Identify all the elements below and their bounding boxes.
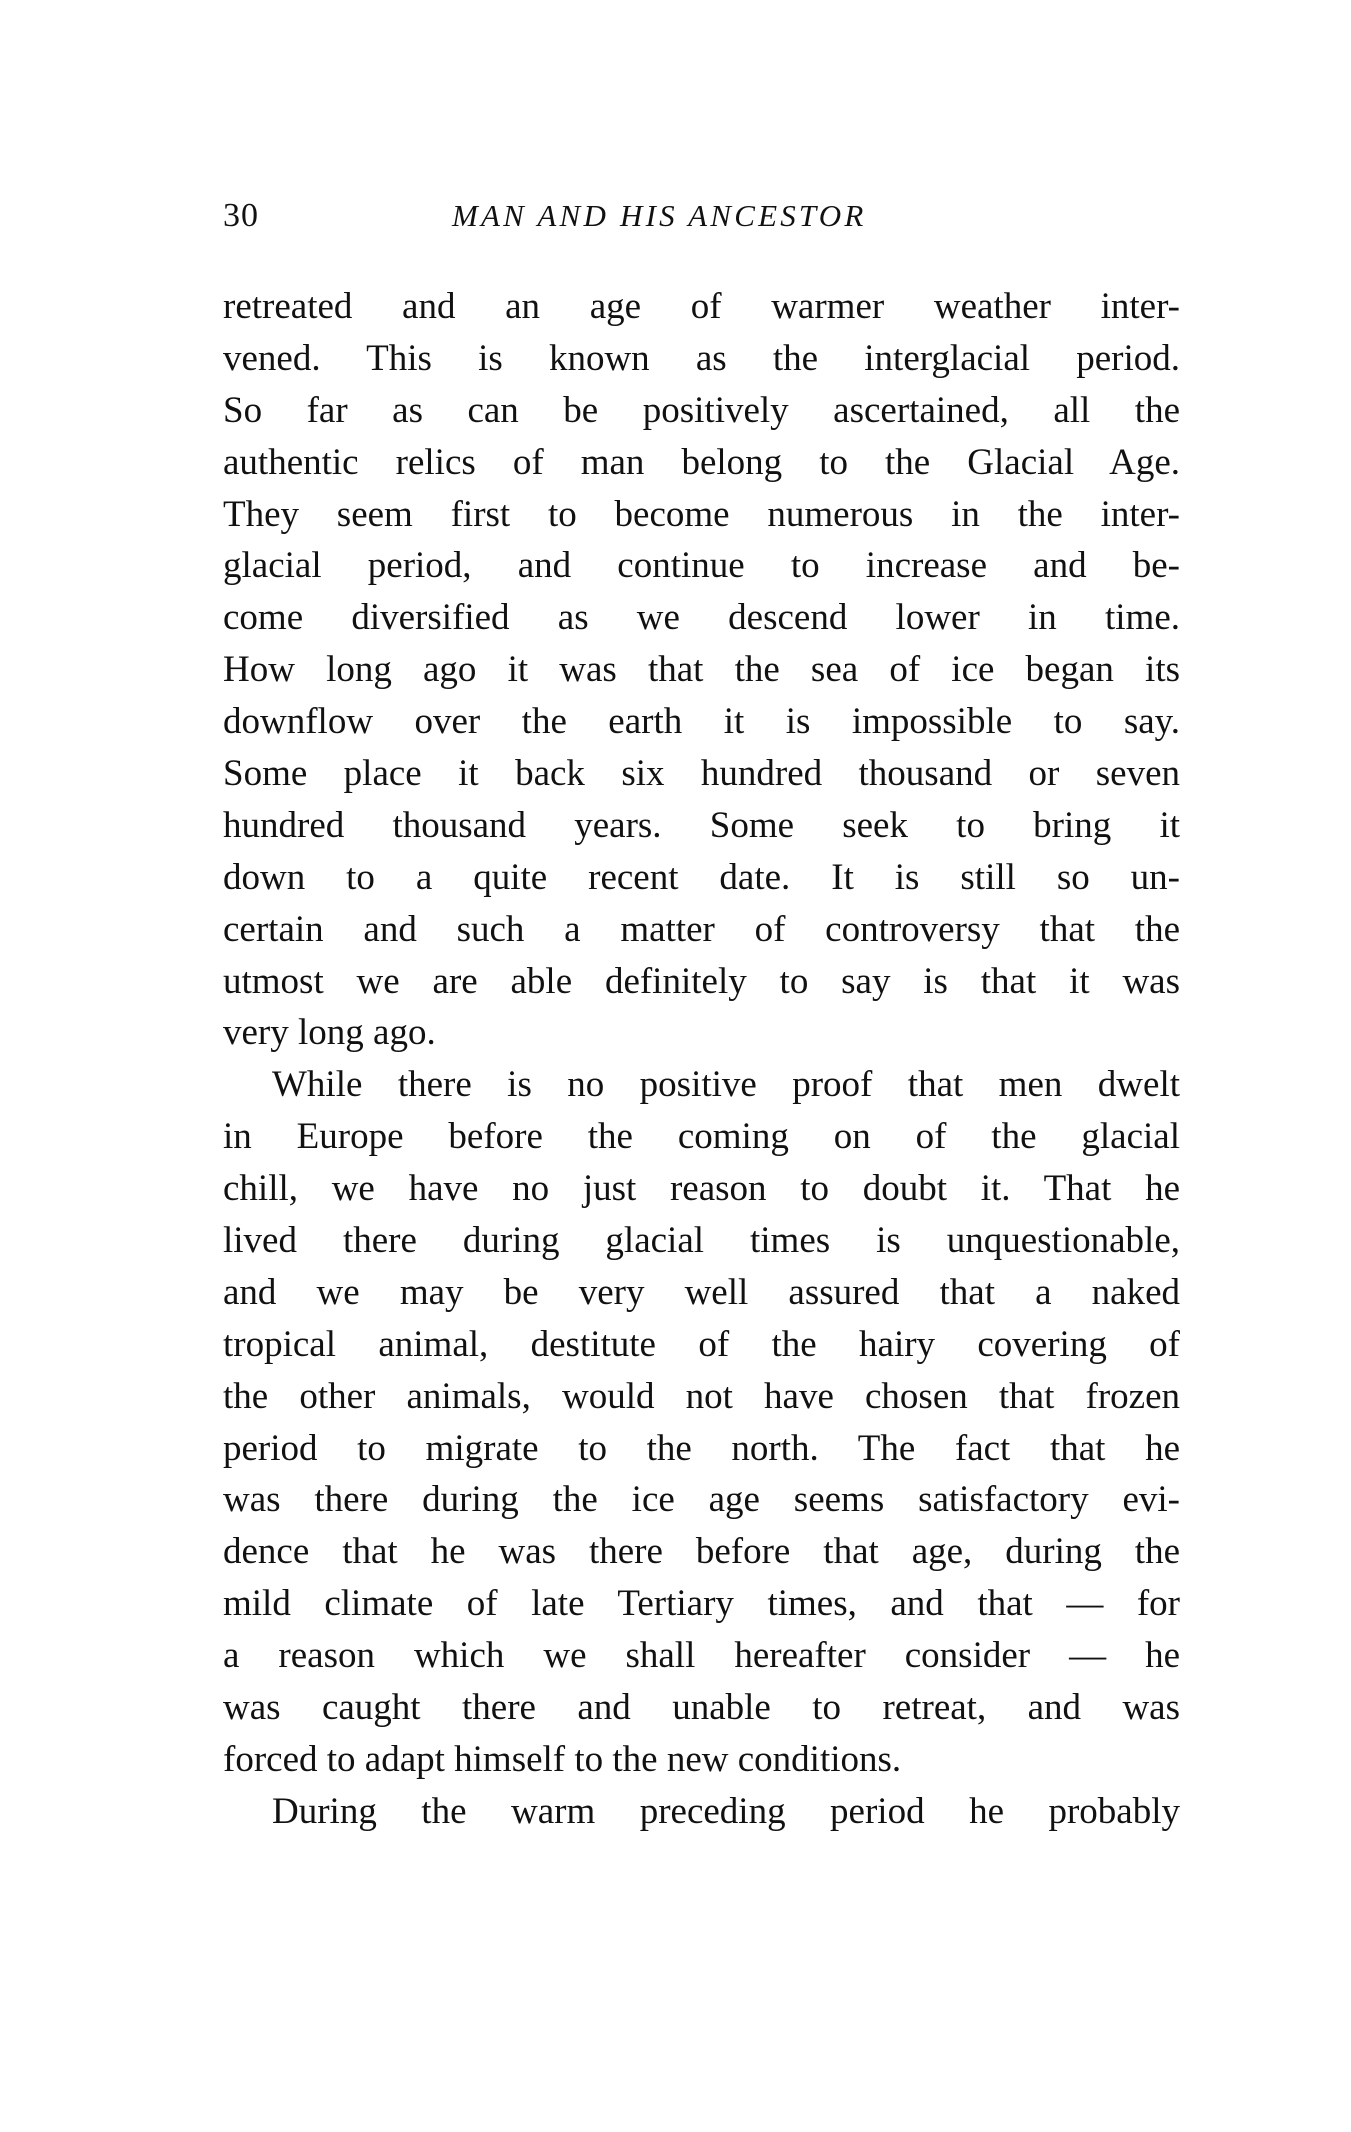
text-line: was there during the ice age seems satisfactory evi- <box>223 1479 1180 1521</box>
text-line: How long ago it was that the sea of ice began its <box>223 649 1180 691</box>
text-line: and we may be very well assured that a naked <box>223 1271 1180 1313</box>
text-line: Some place it back six hundred thousand or seven <box>223 753 1180 795</box>
text-line: downflow over the earth it is impossible to say. <box>223 701 1180 743</box>
running-title: MAN AND HIS ANCESTOR <box>452 198 867 233</box>
body-text <box>223 281 1180 1838</box>
text-line: the other animals, would not have chosen that frozen <box>223 1375 1180 1417</box>
paragraph-start-line: During the warm preceding period he probably <box>272 1790 1180 1832</box>
text-line: was caught there and unable to retreat, and was <box>223 1687 1180 1729</box>
text-line: retreated and an age of warmer weather inter- <box>223 286 1180 327</box>
text-line: period to migrate to the north. The fact that he <box>223 1427 1180 1469</box>
text-line: utmost we are able definitely to say is that it was <box>223 960 1180 1002</box>
text-line: lived there during glacial times is unquestionable, <box>223 1220 1180 1262</box>
text-line: in Europe before the coming on of the glacial <box>223 1116 1180 1158</box>
text-line: tropical animal, destitute of the hairy covering of <box>223 1323 1180 1365</box>
text-line: authentic relics of man belong to the Glacial Age. <box>223 441 1180 483</box>
text-line: dence that he was there before that age, during the <box>223 1531 1180 1573</box>
text-line: They seem first to become numerous in the inter- <box>223 493 1180 535</box>
text-line: hundred thousand years. Some seek to bring it <box>223 804 1180 846</box>
paragraph-end-line: forced to adapt himself to the new conditions. <box>223 1738 902 1780</box>
text-line: a reason which we shall hereafter consider — he <box>223 1635 1180 1677</box>
text-line: So far as can be positively ascertained, all the <box>223 389 1180 431</box>
text-line: certain and such a matter of controversy that the <box>223 908 1180 950</box>
paragraph-end-line: very long ago. <box>223 1012 436 1054</box>
text-line: down to a quite recent date. It is still so un- <box>223 856 1180 898</box>
text-line: mild climate of late Tertiary times, and that — for <box>223 1583 1180 1625</box>
text-line: glacial period, and continue to increase and be- <box>223 545 1180 587</box>
text-line: come diversified as we descend lower in time. <box>223 597 1180 639</box>
text-line: chill, we have no just reason to doubt it. That he <box>223 1168 1180 1210</box>
page-number: 30 <box>223 197 259 234</box>
running-head <box>223 196 1180 236</box>
text-line: vened. This is known as the interglacial period. <box>223 337 1180 379</box>
paragraph-start-line: While there is no positive proof that men dwelt <box>272 1064 1180 1106</box>
